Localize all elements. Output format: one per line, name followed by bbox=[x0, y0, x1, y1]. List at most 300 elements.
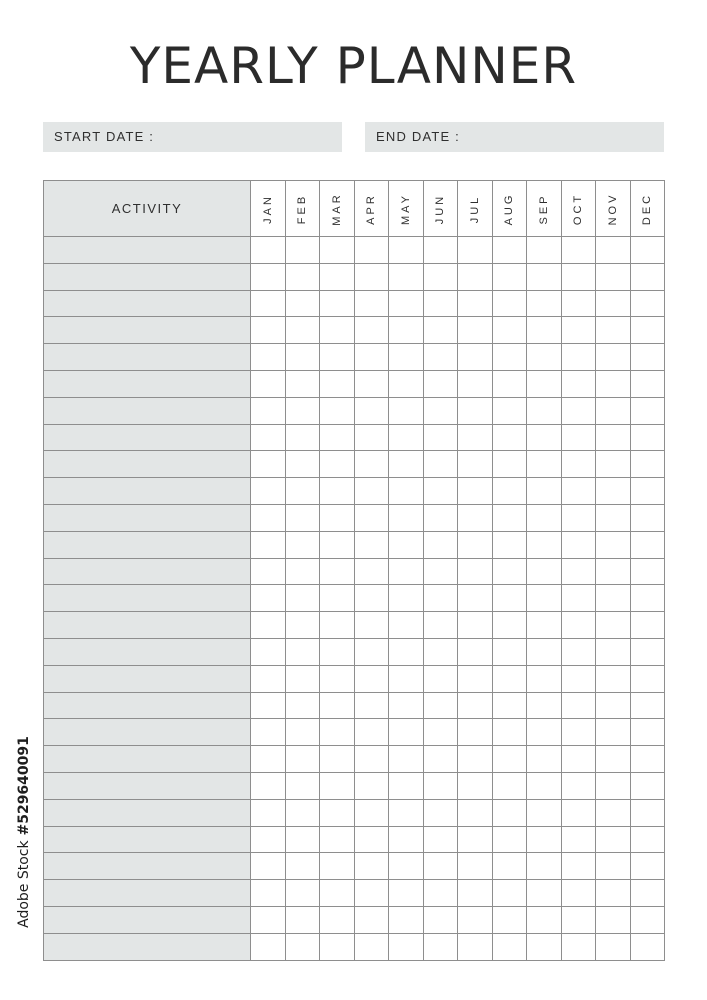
month-cell-mar[interactable] bbox=[320, 933, 355, 960]
activity-cell[interactable] bbox=[44, 638, 251, 665]
month-cell-jul[interactable] bbox=[458, 370, 493, 397]
month-cell-oct[interactable] bbox=[561, 531, 596, 558]
month-cell-apr[interactable] bbox=[354, 317, 389, 344]
activity-cell[interactable] bbox=[44, 478, 251, 505]
month-cell-jun[interactable] bbox=[423, 692, 458, 719]
end-date-field[interactable] bbox=[365, 122, 664, 152]
month-cell-oct[interactable] bbox=[561, 906, 596, 933]
month-cell-nov[interactable] bbox=[596, 504, 631, 531]
month-cell-oct[interactable] bbox=[561, 772, 596, 799]
activity-cell[interactable] bbox=[44, 424, 251, 451]
month-cell-mar[interactable] bbox=[320, 665, 355, 692]
month-cell-jan[interactable] bbox=[251, 880, 286, 907]
month-cell-feb[interactable] bbox=[285, 880, 320, 907]
month-cell-jul[interactable] bbox=[458, 665, 493, 692]
month-cell-oct[interactable] bbox=[561, 558, 596, 585]
month-cell-mar[interactable] bbox=[320, 344, 355, 371]
month-cell-mar[interactable] bbox=[320, 692, 355, 719]
activity-cell[interactable] bbox=[44, 344, 251, 371]
month-cell-sep[interactable] bbox=[527, 933, 562, 960]
month-cell-sep[interactable] bbox=[527, 317, 562, 344]
month-cell-feb[interactable] bbox=[285, 478, 320, 505]
month-cell-may[interactable] bbox=[389, 799, 424, 826]
month-cell-apr[interactable] bbox=[354, 719, 389, 746]
month-cell-mar[interactable] bbox=[320, 504, 355, 531]
month-cell-aug[interactable] bbox=[492, 638, 527, 665]
month-cell-apr[interactable] bbox=[354, 344, 389, 371]
month-cell-feb[interactable] bbox=[285, 263, 320, 290]
month-cell-sep[interactable] bbox=[527, 880, 562, 907]
month-cell-jul[interactable] bbox=[458, 237, 493, 264]
month-cell-sep[interactable] bbox=[527, 772, 562, 799]
month-cell-oct[interactable] bbox=[561, 880, 596, 907]
month-cell-mar[interactable] bbox=[320, 719, 355, 746]
month-cell-nov[interactable] bbox=[596, 638, 631, 665]
month-cell-nov[interactable] bbox=[596, 263, 631, 290]
month-cell-nov[interactable] bbox=[596, 585, 631, 612]
month-cell-oct[interactable] bbox=[561, 853, 596, 880]
month-cell-jul[interactable] bbox=[458, 317, 493, 344]
month-cell-jul[interactable] bbox=[458, 638, 493, 665]
month-cell-jun[interactable] bbox=[423, 853, 458, 880]
activity-cell[interactable] bbox=[44, 370, 251, 397]
month-cell-feb[interactable] bbox=[285, 665, 320, 692]
month-cell-aug[interactable] bbox=[492, 906, 527, 933]
month-cell-jun[interactable] bbox=[423, 665, 458, 692]
month-cell-apr[interactable] bbox=[354, 504, 389, 531]
month-cell-feb[interactable] bbox=[285, 237, 320, 264]
month-cell-aug[interactable] bbox=[492, 772, 527, 799]
month-cell-may[interactable] bbox=[389, 290, 424, 317]
month-cell-nov[interactable] bbox=[596, 531, 631, 558]
activity-cell[interactable] bbox=[44, 504, 251, 531]
month-cell-oct[interactable] bbox=[561, 451, 596, 478]
month-cell-apr[interactable] bbox=[354, 531, 389, 558]
activity-cell[interactable] bbox=[44, 826, 251, 853]
month-cell-may[interactable] bbox=[389, 906, 424, 933]
month-cell-jul[interactable] bbox=[458, 290, 493, 317]
month-cell-jan[interactable] bbox=[251, 612, 286, 639]
month-cell-oct[interactable] bbox=[561, 665, 596, 692]
month-cell-sep[interactable] bbox=[527, 612, 562, 639]
month-cell-jul[interactable] bbox=[458, 344, 493, 371]
month-cell-may[interactable] bbox=[389, 772, 424, 799]
month-cell-jan[interactable] bbox=[251, 531, 286, 558]
activity-cell[interactable] bbox=[44, 665, 251, 692]
month-cell-may[interactable] bbox=[389, 558, 424, 585]
month-cell-apr[interactable] bbox=[354, 692, 389, 719]
month-cell-jan[interactable] bbox=[251, 665, 286, 692]
month-cell-mar[interactable] bbox=[320, 799, 355, 826]
month-cell-apr[interactable] bbox=[354, 451, 389, 478]
month-cell-sep[interactable] bbox=[527, 504, 562, 531]
month-cell-may[interactable] bbox=[389, 880, 424, 907]
month-cell-nov[interactable] bbox=[596, 880, 631, 907]
month-cell-mar[interactable] bbox=[320, 370, 355, 397]
activity-cell[interactable] bbox=[44, 263, 251, 290]
month-cell-sep[interactable] bbox=[527, 478, 562, 505]
month-cell-nov[interactable] bbox=[596, 558, 631, 585]
month-cell-dec[interactable] bbox=[630, 612, 665, 639]
month-cell-dec[interactable] bbox=[630, 906, 665, 933]
month-cell-oct[interactable] bbox=[561, 638, 596, 665]
month-cell-may[interactable] bbox=[389, 746, 424, 773]
month-cell-nov[interactable] bbox=[596, 933, 631, 960]
month-cell-aug[interactable] bbox=[492, 451, 527, 478]
month-cell-jan[interactable] bbox=[251, 746, 286, 773]
month-cell-may[interactable] bbox=[389, 370, 424, 397]
month-cell-oct[interactable] bbox=[561, 612, 596, 639]
month-cell-aug[interactable] bbox=[492, 585, 527, 612]
activity-cell[interactable] bbox=[44, 612, 251, 639]
month-cell-jan[interactable] bbox=[251, 344, 286, 371]
month-cell-dec[interactable] bbox=[630, 853, 665, 880]
month-cell-jan[interactable] bbox=[251, 397, 286, 424]
month-cell-aug[interactable] bbox=[492, 612, 527, 639]
month-cell-oct[interactable] bbox=[561, 290, 596, 317]
activity-cell[interactable] bbox=[44, 853, 251, 880]
month-cell-may[interactable] bbox=[389, 344, 424, 371]
month-cell-aug[interactable] bbox=[492, 746, 527, 773]
month-cell-feb[interactable] bbox=[285, 424, 320, 451]
month-cell-jun[interactable] bbox=[423, 478, 458, 505]
month-cell-oct[interactable] bbox=[561, 585, 596, 612]
month-cell-aug[interactable] bbox=[492, 665, 527, 692]
month-cell-sep[interactable] bbox=[527, 585, 562, 612]
month-cell-dec[interactable] bbox=[630, 772, 665, 799]
month-cell-jan[interactable] bbox=[251, 237, 286, 264]
month-cell-nov[interactable] bbox=[596, 451, 631, 478]
month-cell-sep[interactable] bbox=[527, 237, 562, 264]
month-cell-may[interactable] bbox=[389, 826, 424, 853]
month-cell-jul[interactable] bbox=[458, 746, 493, 773]
month-cell-jul[interactable] bbox=[458, 478, 493, 505]
month-cell-oct[interactable] bbox=[561, 799, 596, 826]
month-cell-jun[interactable] bbox=[423, 290, 458, 317]
month-cell-dec[interactable] bbox=[630, 880, 665, 907]
month-cell-may[interactable] bbox=[389, 638, 424, 665]
month-cell-aug[interactable] bbox=[492, 880, 527, 907]
month-cell-dec[interactable] bbox=[630, 692, 665, 719]
month-cell-aug[interactable] bbox=[492, 478, 527, 505]
month-cell-jul[interactable] bbox=[458, 906, 493, 933]
month-cell-oct[interactable] bbox=[561, 692, 596, 719]
month-cell-feb[interactable] bbox=[285, 799, 320, 826]
month-cell-may[interactable] bbox=[389, 665, 424, 692]
month-cell-nov[interactable] bbox=[596, 799, 631, 826]
month-cell-sep[interactable] bbox=[527, 906, 562, 933]
month-cell-aug[interactable] bbox=[492, 826, 527, 853]
month-cell-dec[interactable] bbox=[630, 799, 665, 826]
month-cell-feb[interactable] bbox=[285, 558, 320, 585]
month-cell-sep[interactable] bbox=[527, 719, 562, 746]
month-cell-jan[interactable] bbox=[251, 317, 286, 344]
month-cell-may[interactable] bbox=[389, 719, 424, 746]
month-cell-mar[interactable] bbox=[320, 558, 355, 585]
month-cell-aug[interactable] bbox=[492, 263, 527, 290]
month-cell-apr[interactable] bbox=[354, 826, 389, 853]
month-cell-nov[interactable] bbox=[596, 826, 631, 853]
month-cell-jun[interactable] bbox=[423, 370, 458, 397]
month-cell-jul[interactable] bbox=[458, 424, 493, 451]
month-cell-jul[interactable] bbox=[458, 451, 493, 478]
month-cell-feb[interactable] bbox=[285, 397, 320, 424]
month-cell-nov[interactable] bbox=[596, 746, 631, 773]
month-cell-jan[interactable] bbox=[251, 933, 286, 960]
activity-cell[interactable] bbox=[44, 237, 251, 264]
month-cell-aug[interactable] bbox=[492, 504, 527, 531]
activity-cell[interactable] bbox=[44, 397, 251, 424]
activity-cell[interactable] bbox=[44, 585, 251, 612]
month-cell-apr[interactable] bbox=[354, 880, 389, 907]
month-cell-sep[interactable] bbox=[527, 397, 562, 424]
month-cell-may[interactable] bbox=[389, 933, 424, 960]
month-cell-feb[interactable] bbox=[285, 826, 320, 853]
month-cell-jan[interactable] bbox=[251, 263, 286, 290]
month-cell-feb[interactable] bbox=[285, 692, 320, 719]
month-cell-mar[interactable] bbox=[320, 880, 355, 907]
month-cell-apr[interactable] bbox=[354, 237, 389, 264]
activity-cell[interactable] bbox=[44, 880, 251, 907]
month-cell-feb[interactable] bbox=[285, 370, 320, 397]
month-cell-apr[interactable] bbox=[354, 746, 389, 773]
month-cell-jun[interactable] bbox=[423, 880, 458, 907]
month-cell-aug[interactable] bbox=[492, 853, 527, 880]
month-cell-nov[interactable] bbox=[596, 370, 631, 397]
month-cell-mar[interactable] bbox=[320, 317, 355, 344]
month-cell-apr[interactable] bbox=[354, 478, 389, 505]
month-cell-jan[interactable] bbox=[251, 504, 286, 531]
month-cell-dec[interactable] bbox=[630, 933, 665, 960]
month-cell-jul[interactable] bbox=[458, 692, 493, 719]
month-cell-dec[interactable] bbox=[630, 558, 665, 585]
month-cell-jul[interactable] bbox=[458, 853, 493, 880]
month-cell-apr[interactable] bbox=[354, 585, 389, 612]
month-cell-apr[interactable] bbox=[354, 397, 389, 424]
month-cell-nov[interactable] bbox=[596, 397, 631, 424]
month-cell-jul[interactable] bbox=[458, 263, 493, 290]
month-cell-may[interactable] bbox=[389, 612, 424, 639]
activity-cell[interactable] bbox=[44, 317, 251, 344]
month-cell-jul[interactable] bbox=[458, 585, 493, 612]
month-cell-sep[interactable] bbox=[527, 558, 562, 585]
month-cell-feb[interactable] bbox=[285, 933, 320, 960]
month-cell-nov[interactable] bbox=[596, 853, 631, 880]
month-cell-dec[interactable] bbox=[630, 370, 665, 397]
activity-cell[interactable] bbox=[44, 451, 251, 478]
month-cell-apr[interactable] bbox=[354, 853, 389, 880]
month-cell-mar[interactable] bbox=[320, 397, 355, 424]
month-cell-jul[interactable] bbox=[458, 612, 493, 639]
month-cell-jan[interactable] bbox=[251, 558, 286, 585]
month-cell-may[interactable] bbox=[389, 531, 424, 558]
month-cell-jun[interactable] bbox=[423, 638, 458, 665]
activity-cell[interactable] bbox=[44, 719, 251, 746]
month-cell-dec[interactable] bbox=[630, 665, 665, 692]
month-cell-jan[interactable] bbox=[251, 370, 286, 397]
month-cell-mar[interactable] bbox=[320, 746, 355, 773]
month-cell-jul[interactable] bbox=[458, 504, 493, 531]
month-cell-mar[interactable] bbox=[320, 263, 355, 290]
month-cell-feb[interactable] bbox=[285, 344, 320, 371]
month-cell-sep[interactable] bbox=[527, 665, 562, 692]
month-cell-jul[interactable] bbox=[458, 558, 493, 585]
month-cell-aug[interactable] bbox=[492, 531, 527, 558]
month-cell-mar[interactable] bbox=[320, 612, 355, 639]
month-cell-jun[interactable] bbox=[423, 504, 458, 531]
month-cell-aug[interactable] bbox=[492, 317, 527, 344]
month-cell-sep[interactable] bbox=[527, 853, 562, 880]
month-cell-dec[interactable] bbox=[630, 585, 665, 612]
month-cell-nov[interactable] bbox=[596, 344, 631, 371]
month-cell-jan[interactable] bbox=[251, 692, 286, 719]
month-cell-jul[interactable] bbox=[458, 933, 493, 960]
activity-cell[interactable] bbox=[44, 772, 251, 799]
month-cell-jul[interactable] bbox=[458, 826, 493, 853]
month-cell-dec[interactable] bbox=[630, 424, 665, 451]
month-cell-jan[interactable] bbox=[251, 826, 286, 853]
month-cell-may[interactable] bbox=[389, 451, 424, 478]
month-cell-feb[interactable] bbox=[285, 906, 320, 933]
month-cell-aug[interactable] bbox=[492, 933, 527, 960]
month-cell-may[interactable] bbox=[389, 585, 424, 612]
start-date-field[interactable] bbox=[43, 122, 342, 152]
month-cell-apr[interactable] bbox=[354, 772, 389, 799]
month-cell-jun[interactable] bbox=[423, 397, 458, 424]
month-cell-feb[interactable] bbox=[285, 719, 320, 746]
activity-cell[interactable] bbox=[44, 531, 251, 558]
month-cell-apr[interactable] bbox=[354, 558, 389, 585]
month-cell-aug[interactable] bbox=[492, 424, 527, 451]
month-cell-jun[interactable] bbox=[423, 558, 458, 585]
month-cell-feb[interactable] bbox=[285, 638, 320, 665]
month-cell-nov[interactable] bbox=[596, 424, 631, 451]
month-cell-jul[interactable] bbox=[458, 531, 493, 558]
month-cell-dec[interactable] bbox=[630, 344, 665, 371]
activity-cell[interactable] bbox=[44, 290, 251, 317]
month-cell-apr[interactable] bbox=[354, 263, 389, 290]
month-cell-nov[interactable] bbox=[596, 290, 631, 317]
month-cell-jan[interactable] bbox=[251, 853, 286, 880]
month-cell-sep[interactable] bbox=[527, 290, 562, 317]
month-cell-feb[interactable] bbox=[285, 290, 320, 317]
month-cell-sep[interactable] bbox=[527, 826, 562, 853]
month-cell-oct[interactable] bbox=[561, 237, 596, 264]
month-cell-apr[interactable] bbox=[354, 665, 389, 692]
month-cell-jun[interactable] bbox=[423, 719, 458, 746]
month-cell-may[interactable] bbox=[389, 478, 424, 505]
activity-cell[interactable] bbox=[44, 906, 251, 933]
month-cell-mar[interactable] bbox=[320, 853, 355, 880]
month-cell-dec[interactable] bbox=[630, 531, 665, 558]
month-cell-jun[interactable] bbox=[423, 424, 458, 451]
month-cell-oct[interactable] bbox=[561, 719, 596, 746]
month-cell-apr[interactable] bbox=[354, 424, 389, 451]
month-cell-jun[interactable] bbox=[423, 746, 458, 773]
month-cell-apr[interactable] bbox=[354, 612, 389, 639]
month-cell-feb[interactable] bbox=[285, 317, 320, 344]
month-cell-aug[interactable] bbox=[492, 344, 527, 371]
month-cell-feb[interactable] bbox=[285, 853, 320, 880]
month-cell-nov[interactable] bbox=[596, 237, 631, 264]
month-cell-dec[interactable] bbox=[630, 237, 665, 264]
month-cell-mar[interactable] bbox=[320, 478, 355, 505]
month-cell-jan[interactable] bbox=[251, 719, 286, 746]
month-cell-jul[interactable] bbox=[458, 719, 493, 746]
month-cell-dec[interactable] bbox=[630, 746, 665, 773]
month-cell-dec[interactable] bbox=[630, 638, 665, 665]
month-cell-sep[interactable] bbox=[527, 531, 562, 558]
month-cell-nov[interactable] bbox=[596, 612, 631, 639]
month-cell-nov[interactable] bbox=[596, 906, 631, 933]
month-cell-mar[interactable] bbox=[320, 424, 355, 451]
month-cell-nov[interactable] bbox=[596, 772, 631, 799]
activity-cell[interactable] bbox=[44, 558, 251, 585]
month-cell-nov[interactable] bbox=[596, 692, 631, 719]
month-cell-dec[interactable] bbox=[630, 719, 665, 746]
month-cell-jan[interactable] bbox=[251, 772, 286, 799]
month-cell-jun[interactable] bbox=[423, 237, 458, 264]
month-cell-dec[interactable] bbox=[630, 826, 665, 853]
month-cell-mar[interactable] bbox=[320, 237, 355, 264]
month-cell-sep[interactable] bbox=[527, 344, 562, 371]
month-cell-may[interactable] bbox=[389, 504, 424, 531]
month-cell-oct[interactable] bbox=[561, 746, 596, 773]
month-cell-nov[interactable] bbox=[596, 478, 631, 505]
month-cell-jun[interactable] bbox=[423, 799, 458, 826]
month-cell-dec[interactable] bbox=[630, 478, 665, 505]
month-cell-jan[interactable] bbox=[251, 799, 286, 826]
month-cell-jun[interactable] bbox=[423, 906, 458, 933]
month-cell-feb[interactable] bbox=[285, 612, 320, 639]
month-cell-aug[interactable] bbox=[492, 290, 527, 317]
month-cell-sep[interactable] bbox=[527, 263, 562, 290]
month-cell-mar[interactable] bbox=[320, 585, 355, 612]
month-cell-nov[interactable] bbox=[596, 719, 631, 746]
month-cell-oct[interactable] bbox=[561, 370, 596, 397]
month-cell-jun[interactable] bbox=[423, 772, 458, 799]
month-cell-jun[interactable] bbox=[423, 344, 458, 371]
month-cell-mar[interactable] bbox=[320, 451, 355, 478]
month-cell-oct[interactable] bbox=[561, 317, 596, 344]
month-cell-jul[interactable] bbox=[458, 397, 493, 424]
month-cell-may[interactable] bbox=[389, 853, 424, 880]
month-cell-oct[interactable] bbox=[561, 933, 596, 960]
month-cell-jun[interactable] bbox=[423, 826, 458, 853]
month-cell-jun[interactable] bbox=[423, 531, 458, 558]
month-cell-mar[interactable] bbox=[320, 638, 355, 665]
month-cell-jan[interactable] bbox=[251, 585, 286, 612]
month-cell-aug[interactable] bbox=[492, 692, 527, 719]
month-cell-nov[interactable] bbox=[596, 317, 631, 344]
month-cell-mar[interactable] bbox=[320, 772, 355, 799]
month-cell-feb[interactable] bbox=[285, 451, 320, 478]
month-cell-jun[interactable] bbox=[423, 585, 458, 612]
month-cell-oct[interactable] bbox=[561, 826, 596, 853]
month-cell-jan[interactable] bbox=[251, 478, 286, 505]
month-cell-may[interactable] bbox=[389, 397, 424, 424]
month-cell-feb[interactable] bbox=[285, 531, 320, 558]
month-cell-jun[interactable] bbox=[423, 612, 458, 639]
month-cell-jul[interactable] bbox=[458, 772, 493, 799]
month-cell-dec[interactable] bbox=[630, 451, 665, 478]
month-cell-apr[interactable] bbox=[354, 638, 389, 665]
month-cell-apr[interactable] bbox=[354, 290, 389, 317]
month-cell-mar[interactable] bbox=[320, 826, 355, 853]
month-cell-dec[interactable] bbox=[630, 504, 665, 531]
month-cell-sep[interactable] bbox=[527, 370, 562, 397]
month-cell-sep[interactable] bbox=[527, 799, 562, 826]
